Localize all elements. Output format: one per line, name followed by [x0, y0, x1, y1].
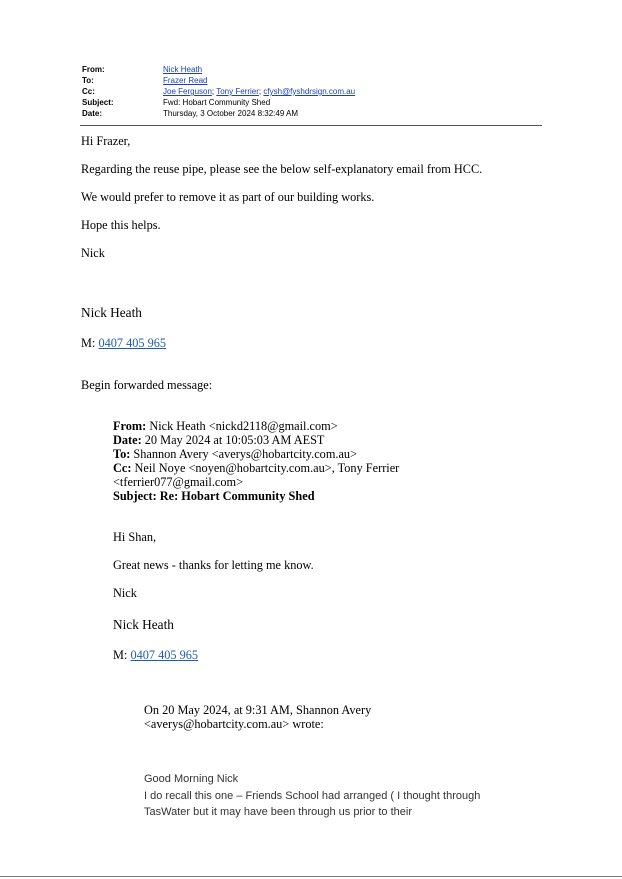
from-link[interactable]: Nick Heath: [163, 65, 203, 74]
cc-link[interactable]: cfysh@fyshdrsign.com.au: [263, 87, 356, 96]
email-header: [82, 64, 542, 119]
fwd-from-value: Nick Heath <nickd2118@gmail.com>: [149, 419, 338, 433]
page-bottom-border: [0, 876, 622, 877]
phone-label: M:: [81, 336, 96, 350]
date-label: Date:: [82, 109, 103, 118]
fwd-from-label: From:: [113, 419, 147, 433]
body-paragraph: Hope this helps.: [81, 218, 161, 232]
body-paragraph: We would prefer to remove it as part of our building works.: [81, 190, 375, 204]
cc-separator: ;: [211, 87, 215, 96]
forwarded-header: [113, 419, 433, 503]
greeting: Hi Frazer,: [81, 134, 131, 148]
fwd-signature-phone: [113, 648, 198, 663]
header-to-row: [82, 75, 542, 86]
fwd-to-label: To:: [113, 447, 131, 461]
fwd-greeting: Hi Shan,: [113, 530, 157, 544]
signature-name: Nick Heath: [81, 305, 142, 320]
subject-value: Fwd: Hobart Community Shed: [163, 98, 271, 107]
fwd-date-value: 20 May 2024 at 10:05:03 AM AEST: [144, 433, 325, 447]
begin-forwarded: Begin forwarded message:: [81, 378, 213, 392]
date-value: Thursday, 3 October 2024 8:32:49 AM: [163, 109, 299, 118]
cc-link[interactable]: Tony Ferrier: [216, 87, 259, 96]
header-divider: [80, 125, 542, 126]
fwd-paragraph: Great news - thanks for letting me know.: [113, 558, 314, 572]
fwd-subject-label: Subject:: [113, 489, 157, 503]
fwd-subject-row: [113, 489, 433, 503]
quoted-intro: On 20 May 2024, at 9:31 AM, Shannon Avery: [144, 703, 372, 717]
fwd-signature-name: Nick Heath: [113, 617, 174, 632]
header-subject-row: [82, 97, 542, 108]
header-from-row: [82, 64, 542, 75]
fwd-signoff: Nick: [113, 586, 137, 600]
header-date-row: [82, 108, 542, 119]
fwd-date-row: [113, 433, 433, 447]
fwd-phone-label: M:: [113, 648, 128, 662]
cc-link[interactable]: Joe Ferguson: [163, 87, 212, 96]
to-label: To:: [82, 76, 94, 85]
fwd-to-row: [113, 447, 433, 461]
fwd-cc-value: Neil Noye <noyen@hobartcity.com.au>, Tony Ferrier: [134, 461, 400, 475]
quoted-line: TasWater but it may have been through us prior to their: [144, 806, 413, 818]
fwd-to-value: Shannon Avery <averys@hobartcity.com.au>: [133, 447, 358, 461]
phone-link[interactable]: 0407 405 965: [98, 336, 167, 350]
fwd-date-label: Date:: [113, 433, 142, 447]
fwd-cc-label: Cc:: [113, 461, 132, 475]
subject-label: Subject:: [82, 98, 114, 107]
quoted-intro-continued: <averys@hobartcity.com.au> wrote:: [144, 717, 324, 731]
fwd-subject-value: Re: Hobart Community Shed: [159, 489, 315, 503]
fwd-cc-continued: <tferrier077@gmail.com>: [113, 475, 244, 489]
signoff: Nick: [81, 246, 105, 260]
cc-separator: ;: [258, 87, 262, 96]
quoted-line: I do recall this one – Friends School had arranged ( I thought through: [144, 790, 481, 802]
fwd-phone-link[interactable]: 0407 405 965: [130, 648, 199, 662]
signature-phone: [81, 336, 166, 351]
from-label: From:: [82, 65, 105, 74]
fwd-from-row: [113, 419, 433, 433]
quoted-greeting: Good Morning Nick: [144, 773, 239, 785]
header-cc-row: [82, 86, 542, 97]
body-paragraph: Regarding the reuse pipe, please see the below self-explanatory email from HCC.: [81, 162, 483, 176]
to-link[interactable]: Frazer Read: [163, 76, 208, 85]
cc-label: Cc:: [82, 87, 95, 96]
fwd-cc-row: [113, 461, 433, 475]
